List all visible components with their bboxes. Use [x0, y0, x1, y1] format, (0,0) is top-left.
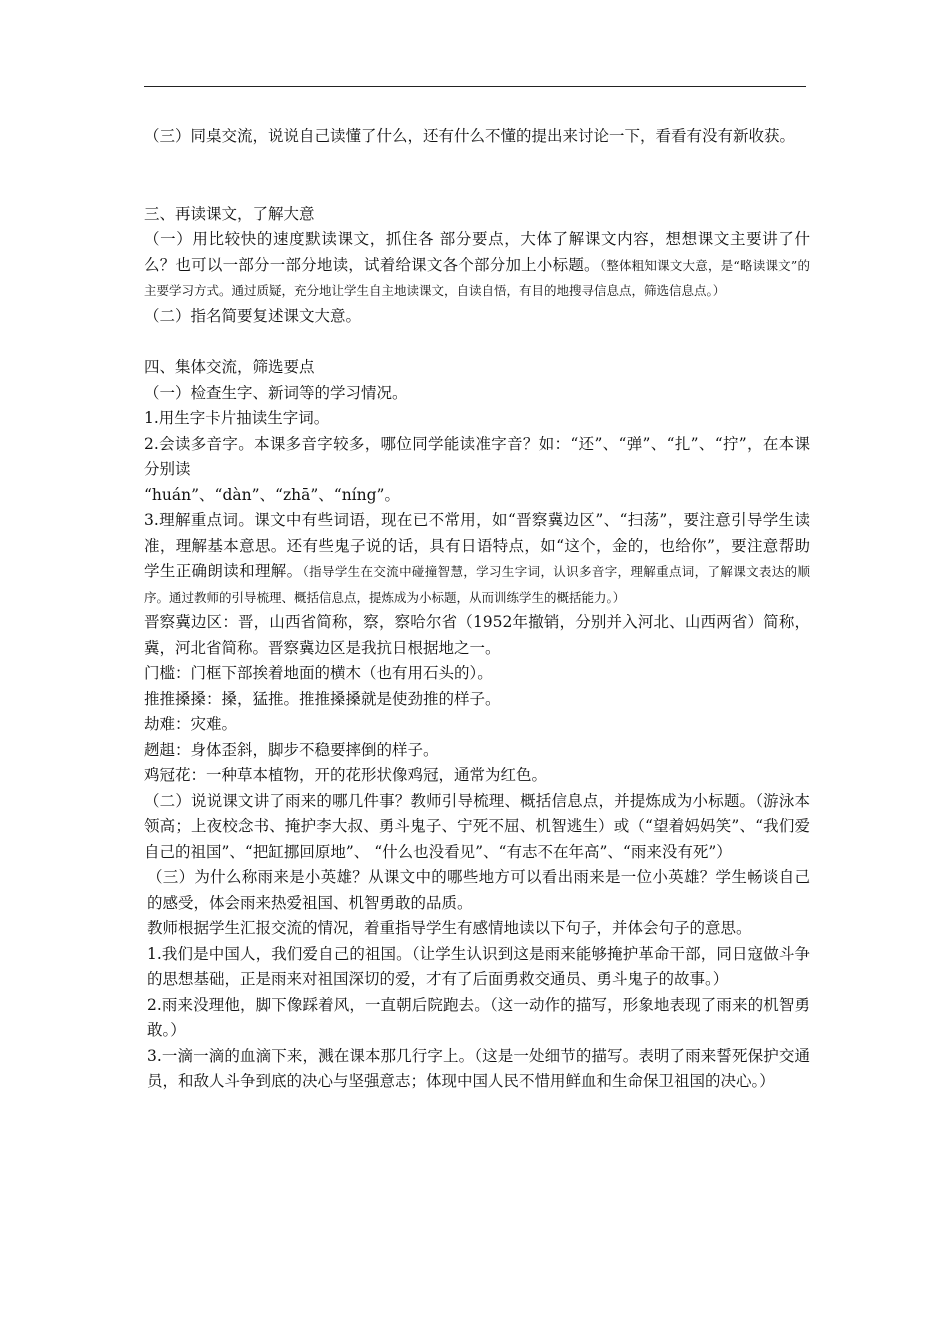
section3-paragraph-2: （二）指名简要复述课文大意。 — [144, 306, 362, 325]
section3-paragraph-1-note: （整体粗知课文大意，是“略读课文”的主要学习方式。通过质疑，充分地让学生自主地读课文，自读自悟，有目的地搜寻信息点，筛选信息点。） — [144, 257, 810, 298]
section2-paragraph-3: （三）同桌交流，说说自己读懂了什么，还有什么不懂的提出来讨论一下，看看有没有新收获。 — [144, 127, 796, 145]
section4-item-1: 1.用生字卡片抽读生字词。 — [144, 409, 330, 427]
section3-paragraph-1 — [144, 227, 810, 304]
gloss-item: 趔趄：身体歪斜，脚步不稳要摔倒的样子。 — [144, 740, 439, 759]
section3-paragraph-1-main: （一）用比较快的速度默读课文，抓住各 部分要点，大体了解课文内容，想想课文主要讲了什么？也可以一部分一部分地读，试着给课文各个部分加上小标题。 — [144, 230, 810, 274]
section4-item-3 — [144, 508, 810, 610]
gloss-item: 鸡冠花：一种草本植物，开的花形状像鸡冠，通常为红色。 — [144, 766, 548, 784]
section3-heading: 三、再读课文，了解大意 — [144, 204, 315, 223]
section4-paragraph-4: 教师根据学生汇报交流的情况，着重指导学生有感情地读以下句子，并体会句子的意思。 — [147, 919, 752, 937]
gloss-item: 劫难：灾难。 — [144, 715, 238, 733]
section4-item-2-pinyin: “huán”、“dàn”、“zhā”、“níng”。 — [144, 485, 400, 504]
document-body — [144, 124, 810, 1095]
sentence-3: 3.一滴一滴的血滴下来，溅在课本那几行字上。（这是一处细节的描写。表明了雨来誓死保护交通员，和敌人斗争到底的决心与坚强意志；体现中国人民不惜用鲜血和生命保卫祖国的决心。） — [147, 1046, 810, 1090]
gloss-item: 门槛：门框下部挨着地面的横木（也有用石头的）。 — [144, 664, 493, 682]
section4-item-3-main: 3.理解重点词。课文中有些词语，现在已不常用，如“晋察冀边区”、“扫荡”，要注意引导学生读准，理解基本意思。还有些鬼子说的话，具有日语特点，如“这个，金的，也给你”，要注意帮助学生正确朗读和理解。 — [144, 511, 810, 580]
gloss-item: 推推搡搡：搡，猛推。推推搡搡就是使劲推的样子。 — [144, 689, 501, 708]
sentence-2: 2.雨来没理他，脚下像踩着风，一直朝后院跑去。（这一动作的描写，形象地表现了雨来的机智勇敢。） — [147, 995, 810, 1039]
spacer — [144, 150, 810, 202]
section4-paragraph-2: （二）说说课文讲了雨来的哪几件事？教师引导梳理、概括信息点，并提炼成为小标题。（游泳本领高；上夜校念书、掩护李大叔、勇斗鬼子、宁死不屈、机智逃生）或（“望着妈妈笑”、“我们爱自己的祖国”、“把缸挪回原地”、 “什么也没看见”、“有志不在年高”、“雨来没有死”） — [144, 791, 810, 861]
section4-paragraph-1: （一）检查生字、新词等的学习情况。 — [144, 383, 408, 402]
section4-paragraph-3: （三）为什么称雨来是小英雄？从课文中的哪些地方可以看出雨来是一位小英雄？学生畅谈自己的感受，体会雨来热爱祖国、机智勇敢的品质。 — [147, 868, 810, 912]
spacer — [144, 329, 810, 355]
gloss-item: 晋察冀边区：晋，山西省简称，察，察哈尔省（1952年撤销，分别并入河北、山西两省）简称，冀，河北省简称。晋察冀边区是我抗日根据地之一。 — [144, 613, 810, 657]
section4-item-2: 2.会读多音字。本课多音字较多，哪位同学能读准字音？如：“还”、“弹”、“扎”、“拧”，在本课分别读 — [144, 434, 810, 478]
section4-heading: 四、集体交流，筛选要点 — [144, 358, 315, 376]
sentence-1: 1.我们是中国人，我们爱自己的祖国。（让学生认识到这是雨来能够掩护革命干部，同日寇做斗争的思想基础，正是雨来对祖国深切的爱，才有了后面勇救交通员、勇斗鬼子的故事。） — [147, 944, 810, 988]
section4-item-3-note: （指导学生在交流中碰撞智慧，学习生字词，认识多音字，理解重点词，了解课文表达的顺序。通过教师的引导梳理、概括信息点，提炼成为小标题，从而训练学生的概括能力。） — [144, 564, 810, 605]
header-rule — [144, 86, 806, 87]
